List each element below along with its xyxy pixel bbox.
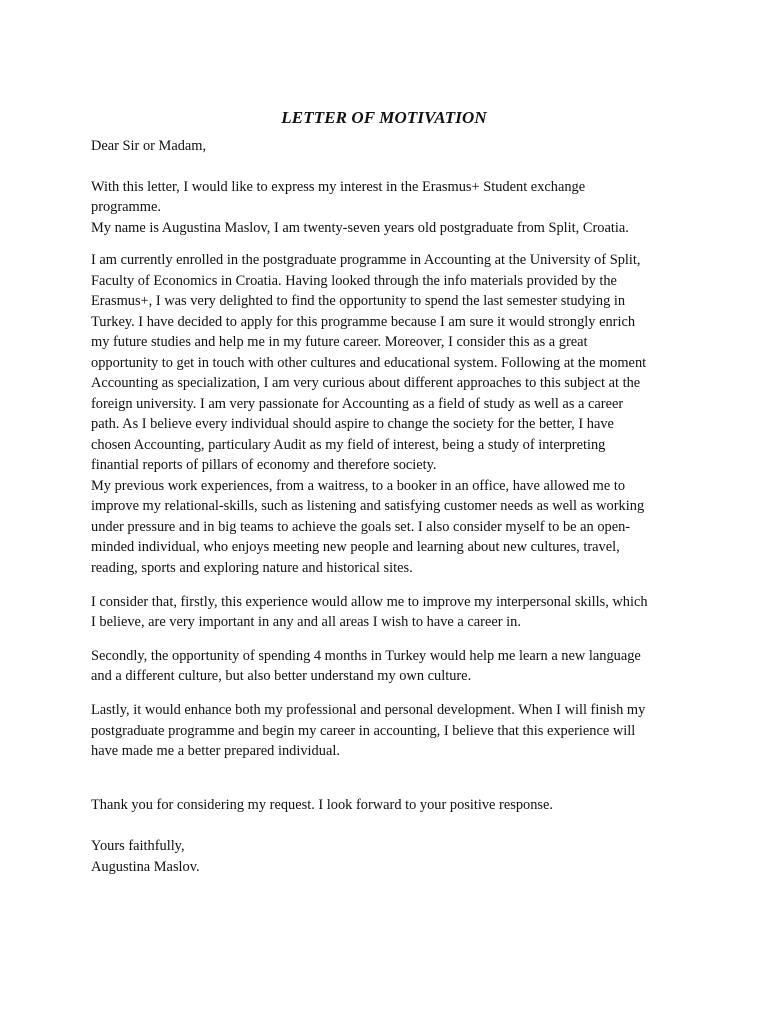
letter-line: have made me a better prepared individual. xyxy=(91,743,340,759)
letter-line: Secondly, the opportunity of spending 4 months in Turkey would help me learn a new language xyxy=(91,648,641,664)
closing-valediction: Yours faithfully, xyxy=(91,838,185,854)
letter-line: under pressure and in big teams to achieve the goals set. I also consider myself to be an open- xyxy=(91,519,631,535)
letter-line: improve my relational-skills, such as listening and satisfying customer needs as well as working xyxy=(91,498,645,514)
letter-line: and a different culture, but also better understand my own culture. xyxy=(91,668,472,684)
letter-line: chosen Accounting, particulary Audit as my field of interest, being a study of interpreting xyxy=(91,437,606,453)
letter-line: Faculty of Economics in Croatia. Having looked through the info materials provided by the xyxy=(91,273,617,289)
letter-line: path. As I believe every individual should aspire to change the society for the better, I have xyxy=(91,416,614,432)
letter-line: programme. xyxy=(91,199,161,215)
letter-line: My previous work experiences, from a waitress, to a booker in an office, have allowed me to xyxy=(91,478,626,494)
letter-line: Turkey. I have decided to apply for this programme because I am sure it would strongly enrich xyxy=(91,314,636,330)
letter-line: With this letter, I would like to express my interest in the Erasmus+ Student exchange xyxy=(91,179,586,195)
letter-line: I believe, are very important in any and all areas I wish to have a career in. xyxy=(91,614,521,630)
letter-line: finantial reports of pillars of economy and therefore society. xyxy=(91,457,437,473)
letter-line: Erasmus+, I was very delighted to find the opportunity to spend the last semester studying in xyxy=(91,293,626,309)
letter-line: opportunity to get in touch with other cultures and educational system. Following at the moment xyxy=(91,355,647,371)
letter-title: LETTER OF MOTIVATION xyxy=(281,108,487,127)
letter-line: Lastly, it would enhance both my professional and personal development. When I will finish my xyxy=(91,702,646,718)
letter-line: I consider that, firstly, this experience would allow me to improve my interpersonal skills, which xyxy=(91,594,648,610)
letter-line: my future studies and help me in my future career. Moreover, I consider this as a great xyxy=(91,334,588,350)
letter-line: foreign university. I am very passionate for Accounting as a field of study as well as a career xyxy=(91,396,624,412)
letter-line: reading, sports and exploring nature and historical sites. xyxy=(91,560,413,576)
letter-line: I am currently enrolled in the postgraduate programme in Accounting at the University of Split, xyxy=(91,252,641,268)
signature-name: Augustina Maslov. xyxy=(91,859,200,875)
letter-line: postgraduate programme and begin my career in accounting, I believe that this experience will xyxy=(91,723,636,739)
letter-line: My name is Augustina Maslov, I am twenty-seven years old postgraduate from Split, Croatia. xyxy=(91,220,629,236)
letter-line: minded individual, who enjoys meeting new people and learning about new cultures, travel, xyxy=(91,539,620,555)
letter-line: Accounting as specialization, I am very curious about different approaches to this subject at the xyxy=(91,375,641,391)
closing-thanks: Thank you for considering my request. I look forward to your positive response. xyxy=(91,797,553,813)
salutation: Dear Sir or Madam, xyxy=(91,138,207,154)
